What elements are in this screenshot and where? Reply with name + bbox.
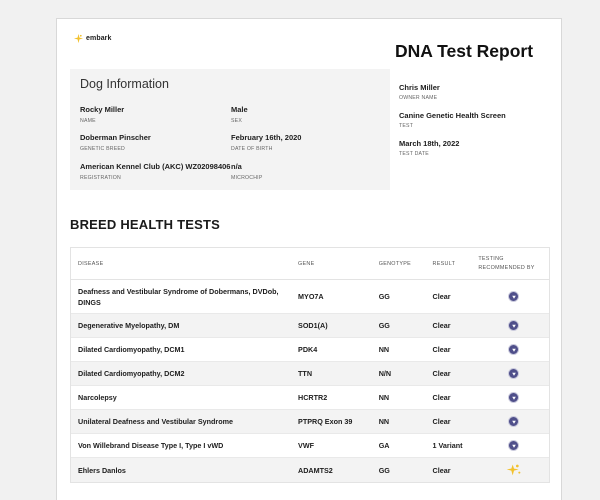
- dog-name-value: Rocky Miller: [80, 105, 125, 114]
- row-disease: Deafness and Vestibular Syndrome of Dobermans, DVDob, DINGS: [78, 286, 279, 307]
- row-result: 1 Variant: [432, 441, 463, 450]
- row-gene: VWF: [298, 441, 315, 450]
- row-disease: Dilated Cardiomyopathy, DCM2: [78, 369, 185, 378]
- org-badge-icon: [508, 320, 519, 331]
- table-row: [71, 362, 549, 386]
- table-row: [71, 280, 549, 314]
- row-genotype: NN: [378, 417, 390, 426]
- dog-registration-value: American Kennel Club (AKC) WZ02098406: [80, 162, 231, 171]
- org-badge-icon: [508, 291, 519, 302]
- test-date-value: March 18th, 2022: [399, 139, 460, 148]
- dog-breed-value: Doberman Pinscher: [80, 133, 151, 142]
- owner-name-value: Chris Miller: [399, 83, 440, 92]
- header-testing-line2: RECOMMENDED BY: [478, 264, 535, 271]
- dog-dob-value: February 16th, 2020: [231, 133, 302, 142]
- table-row: [71, 314, 549, 338]
- dog-microchip-field: [231, 162, 262, 181]
- breed-health-title: BREED HEALTH TESTS: [70, 217, 220, 232]
- org-badge-icon: [508, 440, 519, 451]
- row-disease: Unilateral Deafness and Vestibular Syndrome: [78, 417, 233, 426]
- test-name-field: [399, 111, 506, 129]
- row-result: Clear: [432, 393, 451, 402]
- table-row: [71, 458, 549, 482]
- dog-sex-label: SEX: [231, 118, 242, 124]
- org-badge-icon: [508, 416, 519, 427]
- table-row: [71, 338, 549, 362]
- row-gene: MYO7A: [298, 292, 324, 301]
- dog-registration-field: [80, 162, 230, 181]
- dog-name-label: NAME: [80, 118, 96, 124]
- table-row: [71, 410, 549, 434]
- table-row: [71, 386, 549, 410]
- row-disease: Ehlers Danlos: [78, 465, 126, 475]
- dog-sex-field: [231, 105, 248, 124]
- dog-name-field: [80, 105, 124, 124]
- owner-name-label: OWNER NAME: [399, 95, 438, 101]
- org-badge-icon: [508, 368, 519, 379]
- org-badge-icon: [508, 392, 519, 403]
- report-title: DNA Test Report: [395, 41, 534, 61]
- logo-text: embark: [86, 35, 112, 42]
- test-date-field: [399, 139, 506, 157]
- row-genotype: GA: [378, 441, 390, 450]
- header-genotype: GENOTYPE: [378, 260, 412, 267]
- header-testing-line1: TESTING: [478, 255, 504, 262]
- row-genotype: NN: [378, 345, 390, 354]
- breed-health-table: [70, 247, 550, 483]
- dog-registration-label: REGISTRATION: [80, 175, 121, 181]
- header-disease: DISEASE: [78, 260, 104, 267]
- row-gene: HCRTR2: [298, 393, 328, 402]
- owner-info: [399, 83, 506, 167]
- test-name-value: Canine Genetic Health Screen: [399, 111, 506, 120]
- row-disease: Von Willebrand Disease Type I, Type I vWD: [78, 441, 224, 450]
- row-gene: PTPRQ Exon 39: [298, 417, 353, 426]
- table-row: [71, 434, 549, 458]
- row-genotype: GG: [378, 465, 390, 475]
- row-genotype: NN: [378, 393, 390, 402]
- report-page: [56, 18, 562, 500]
- dog-microchip-value: n/a: [231, 162, 242, 171]
- embark-star-icon: [506, 463, 522, 477]
- row-result: Clear: [432, 369, 451, 378]
- test-date-label: TEST DATE: [399, 151, 429, 157]
- row-disease: Degenerative Myelopathy, DM: [78, 321, 180, 330]
- row-gene: ADAMTS2: [298, 465, 333, 475]
- row-result: Clear: [432, 465, 451, 475]
- dog-information-panel: [70, 69, 390, 190]
- row-genotype: GG: [378, 321, 390, 330]
- row-gene: TTN: [298, 369, 313, 378]
- row-genotype: N/N: [378, 369, 392, 378]
- row-gene: PDK4: [298, 345, 318, 354]
- header-result: RESULT: [432, 260, 456, 267]
- dog-dob-field: [231, 133, 301, 152]
- test-name-label: TEST: [399, 123, 414, 129]
- row-result: Clear: [432, 321, 451, 330]
- owner-name-field: [399, 83, 506, 101]
- header-testing: [478, 255, 549, 273]
- table-header: [71, 248, 549, 280]
- row-result: Clear: [432, 345, 451, 354]
- dog-info-title: Dog Information: [80, 77, 169, 91]
- row-result: Clear: [432, 417, 451, 426]
- row-disease: Dilated Cardiomyopathy, DCM1: [78, 345, 185, 354]
- dog-breed-field: [80, 133, 151, 152]
- dog-dob-label: DATE OF BIRTH: [231, 146, 273, 152]
- dog-sex-value: Male: [231, 105, 248, 114]
- row-genotype: GG: [378, 292, 390, 301]
- org-badge-icon: [508, 344, 519, 355]
- row-result: Clear: [432, 292, 451, 301]
- dog-breed-label: GENETIC BREED: [80, 146, 125, 152]
- row-gene: SOD1(A): [298, 321, 328, 330]
- row-disease: Narcolepsy: [78, 393, 117, 402]
- header-gene: GENE: [298, 260, 315, 267]
- embark-logo: [73, 33, 112, 44]
- embark-star-icon: [73, 33, 84, 44]
- dog-microchip-label: MICROCHIP: [231, 175, 263, 181]
